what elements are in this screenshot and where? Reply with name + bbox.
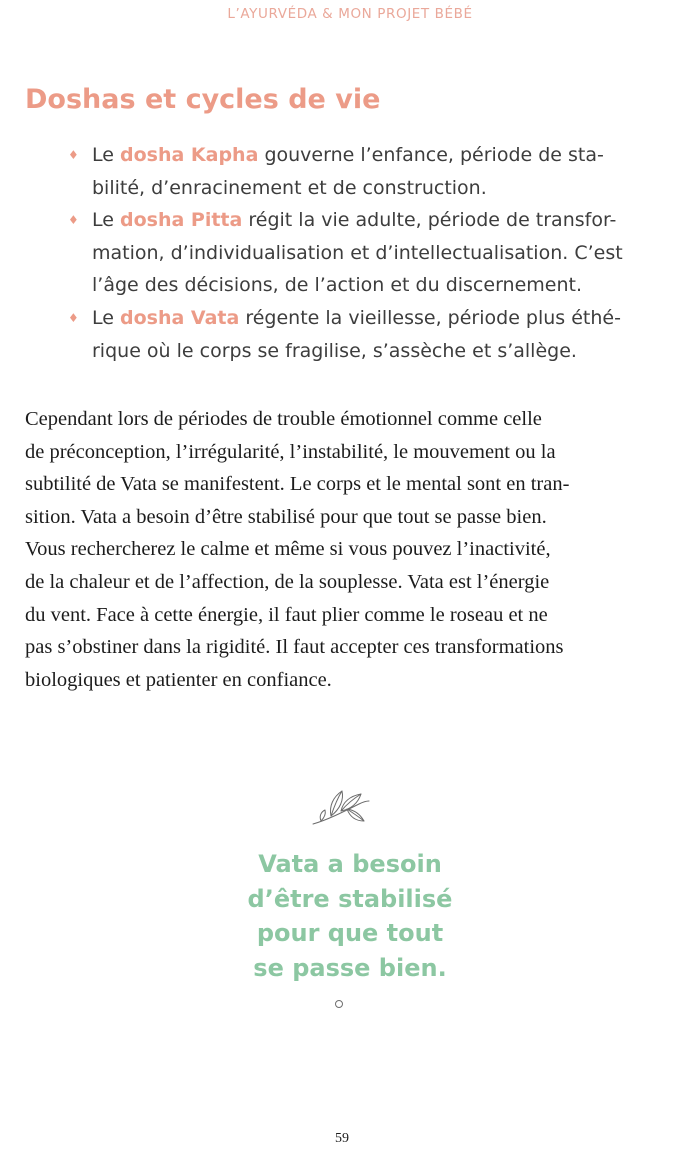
bullet-line (92, 139, 664, 172)
paragraph-line: du vent. Face à cette énergie, il faut plier comme le roseau et ne (25, 603, 548, 626)
paragraph-line: subtilité de Vata se manifestent. Le corps et le mental sont en tran- (25, 473, 570, 496)
page-number: 59 (335, 1131, 349, 1146)
bullet-lead: Le (92, 306, 120, 329)
bullet-item-vata (68, 302, 664, 367)
bullet-line: rique où le corps se fragilise, s’assèche et s’allège. (92, 339, 577, 362)
bullet-line: mation, d’individualisation et d’intellectualisation. C’est (92, 241, 623, 264)
paragraph-line: pas s’obstiner dans la rigidité. Il faut accepter ces transformations (25, 636, 564, 659)
bullet-line: l’âge des décisions, de l’action et du discernement. (92, 274, 583, 297)
dosha-term-vata: dosha Vata (119, 306, 240, 329)
bullet-rest: régente la vieillesse, période plus éthé- (239, 306, 621, 329)
dosha-term-pitta: dosha Pitta (119, 209, 243, 232)
bullet-line (92, 302, 664, 335)
section-title: Doshas et cycles de vie (25, 84, 381, 115)
circle-ornament-icon (335, 1000, 343, 1008)
pull-quote-line: pour que tout (256, 919, 444, 947)
pull-quote-line: se passe bien. (253, 953, 447, 982)
paragraph-line: sition. Vata a besoin d’être stabilisé pour que tout se passe bien. (25, 505, 547, 528)
bullet-rest: gouverne l’enfance, période de sta- (258, 144, 604, 166)
paragraph-line: biologiques et patienter en confiance. (25, 668, 332, 691)
bullet-item-kapha (68, 139, 664, 204)
pull-quote-line: d’être stabilisé (247, 884, 453, 913)
bullet-lead: Le (92, 144, 120, 166)
pull-quote (0, 847, 700, 985)
pull-quote-line: Vata a besoin (258, 850, 442, 878)
bullet-lead: Le (92, 209, 120, 232)
paragraph-line: de préconception, l’irrégularité, l’instabilité, le mouvement ou la (25, 440, 556, 463)
paragraph-line: Cependant lors de périodes de trouble émotionnel comme celle (25, 408, 542, 430)
body-paragraph (25, 403, 675, 696)
bullet-line (92, 204, 664, 237)
dosha-term-kapha: dosha Kapha (119, 144, 259, 166)
bullet-rest: régit la vie adulte, période de transfor- (242, 209, 617, 232)
leaf-sprig-icon (309, 786, 371, 830)
paragraph-line: de la chaleur et de l’affection, de la souplesse. Vata est l’énergie (25, 570, 550, 593)
dosha-bullet-list (68, 139, 664, 367)
paragraph-line: Vous rechercherez le calme et même si vous pouvez l’inactivité, (25, 538, 551, 561)
running-header: L’AYURVÉDA & MON PROJET BÉBÉ (227, 6, 473, 22)
bullet-item-pitta (68, 204, 664, 302)
diamond-bullet-icon: ♦ (68, 148, 79, 162)
bullet-line: bilité, d’enracinement et de construction. (92, 176, 487, 199)
diamond-bullet-icon: ♦ (68, 213, 79, 228)
diamond-bullet-icon: ♦ (68, 310, 79, 325)
